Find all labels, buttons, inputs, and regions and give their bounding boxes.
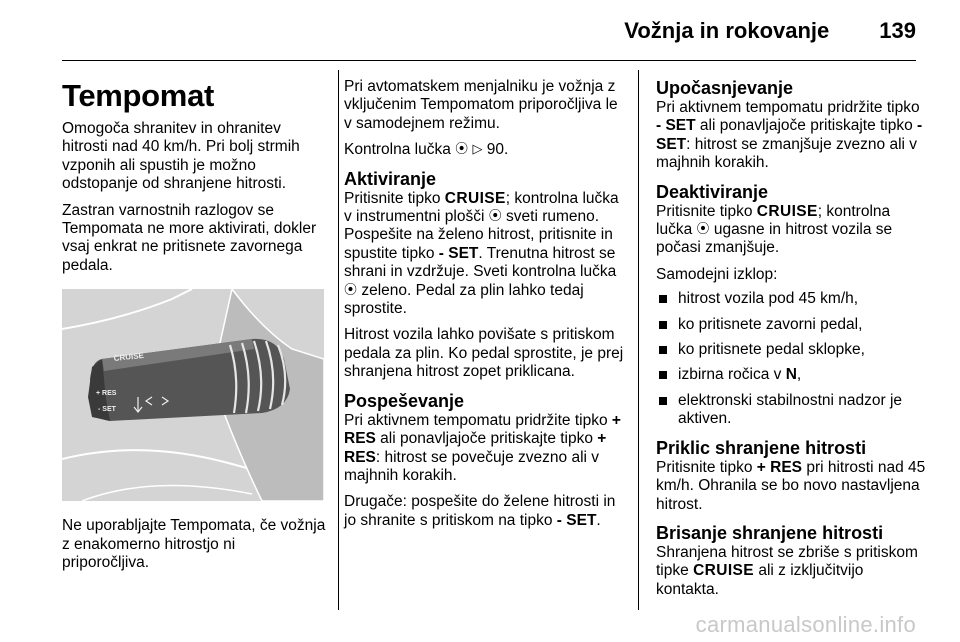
speedometer-icon: ⦿: [455, 141, 469, 157]
page-reference-arrow-icon: ▷: [472, 141, 483, 157]
column-divider-1: [338, 70, 339, 610]
key-set: - SET: [556, 511, 597, 529]
key-cruise: CRUISE: [444, 189, 506, 207]
list-item: ko pritisnete pedal sklopke,: [656, 341, 926, 359]
list-item: hitrost vozila pod 45 km/h,: [656, 290, 926, 308]
key-cruise: CRUISE: [756, 202, 818, 220]
lever-label-cruise: CRUISE: [113, 351, 145, 364]
heading-acceleration: Pospeševanje: [344, 390, 465, 411]
section-title: Tempomat: [62, 78, 215, 113]
warning-paragraph: Ne uporabljajte Tempomata, če vožnja z enakomerno hitrostjo ni priporočljiva.: [62, 517, 326, 572]
key-res: + RES: [344, 430, 607, 466]
heading-activation: Aktiviranje: [344, 168, 437, 189]
chapter-title: Vožnja in rokovanje: [624, 18, 830, 43]
auto-off-label: Samodejni izklop:: [656, 265, 778, 283]
activation-paragraph: Pritisnite tipko CRUISE; kontrolna lučka v instrumentni plošči ⦿ sveti rumeno. Pospešite na želeno hitrost, pritisnite in spustite tipko - SET. Trenutna hitrost se shrani in vzdržuje. Sveti kontrolna lučka ⦿ zeleno. Pedal za plin lahko tedaj sprostite.: [344, 189, 619, 318]
acceleration-paragraph: Pri aktivnem tempomatu pridržite tipko + RES ali ponavljajoče pritiskajte tipko + RES: hitrost se povečuje zvezno ali v majhnih korakih.: [344, 411, 621, 484]
list-item: izbirna ročica v N,: [656, 366, 926, 384]
key-set: - SET: [656, 117, 696, 135]
speedometer-icon: ⦿: [344, 281, 358, 297]
cruise-lever-illustration: [62, 289, 324, 501]
recall-paragraph: Pritisnite tipko + RES pri hitrosti nad 45 km/h. Ohranila se bo novo nastavljena hitrost.: [656, 458, 926, 513]
column-2: [344, 78, 628, 538]
speedometer-icon: ⦿: [696, 221, 710, 237]
watermark: carmanualsonline.info: [695, 612, 916, 637]
auto-off-list: [656, 290, 926, 428]
deceleration-paragraph: Pri aktivnem tempomatu pridržite tipko - SET ali ponavljajoče pritiskajte tipko - SET: hitrost se zmanjšuje zvezno ali v majhnih korakih.: [656, 99, 923, 172]
speedometer-icon: ⦿: [488, 208, 502, 224]
heading-deceleration: Upočasnjevanje: [656, 78, 794, 98]
key-set: - SET: [656, 117, 923, 153]
column-1: [62, 78, 326, 580]
increase-speed-paragraph: Hitrost vozila lahko povišate s pritiskom pedala za plin. Ko pedal sprostite, je prej shranjena hitrost zopet priklicana.: [344, 326, 624, 381]
key-res: + RES: [756, 458, 803, 476]
heading-recall: Priklic shranjene hitrosti: [656, 437, 867, 458]
running-header: [624, 18, 916, 50]
cruise-lever-drawing: [62, 289, 324, 501]
safety-paragraph: Zastran varnostnih razlogov se Tempomata ne more aktivirati, dokler vsaj enkrat ne pritisnete zavornega pedala.: [62, 201, 317, 274]
clear-paragraph: Shranjena hitrost se zbriše s pritiskom tipke CRUISE ali z izključitvijo kontakta.: [656, 543, 918, 598]
column-3: [656, 78, 926, 607]
header-divider: [62, 60, 916, 61]
lever-label-set: - SET: [98, 406, 116, 414]
deactivation-paragraph: Pritisnite tipko CRUISE; kontrolna lučka ⦿ ugasne in hitrost vozila se počasi zmanjšuje.: [656, 202, 893, 257]
heading-deactivation: Deaktiviranje: [656, 181, 769, 202]
control-lamp-reference: Kontrolna lučka ⦿ ▷ 90.: [344, 141, 509, 159]
column-divider-2: [638, 70, 639, 610]
alternative-paragraph: Drugače: pospešite do želene hitrosti in jo shranite s pritiskom na tipko - SET.: [344, 493, 616, 529]
intro-paragraph: Omogoča shranitev in ohranitev hitrosti nad 40 km/h. Pri bolj strmih vzponih ali spustih je možno odstopanje od shranjene hitrosti.: [62, 120, 300, 193]
lever-label-res: + RES: [96, 390, 117, 398]
page-number: 139: [879, 18, 916, 43]
list-item: elektronski stabilnostni nadzor je aktiven.: [656, 392, 926, 429]
key-set: - SET: [438, 244, 479, 262]
key-res: + RES: [344, 411, 621, 448]
automatic-transmission-note: Pri avtomatskem menjalniku je vožnja z vključenim Tempomatom priporočljiva le v samodejnem režimu.: [344, 78, 618, 132]
list-item: ko pritisnete zavorni pedal,: [656, 316, 926, 334]
key-cruise: CRUISE: [693, 562, 755, 580]
heading-clear: Brisanje shranjene hitrosti: [656, 522, 884, 543]
